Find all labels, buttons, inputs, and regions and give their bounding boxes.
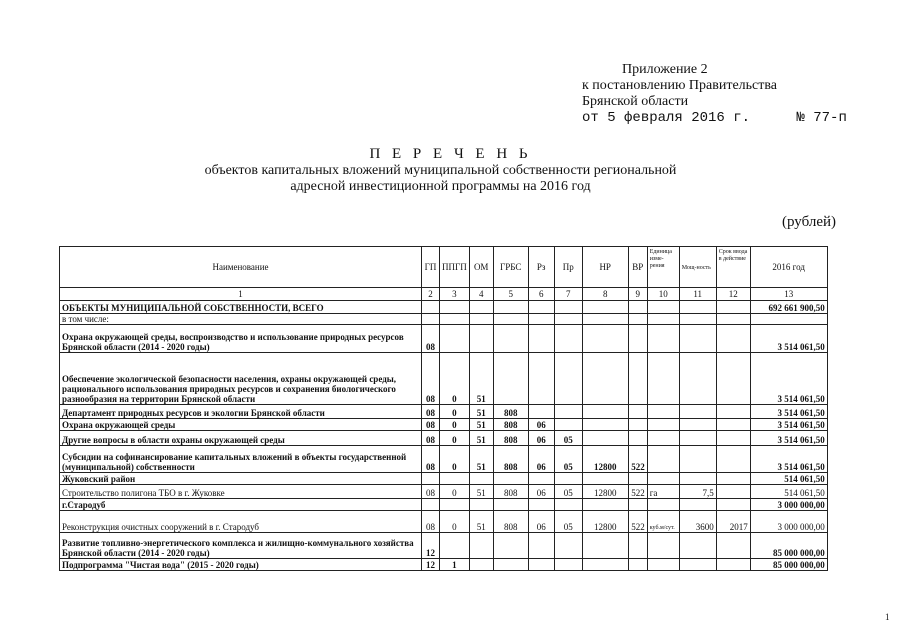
cell-name: Жуковский район [60,473,422,485]
cell-pr: 05 [554,431,582,446]
column-number: 10 [647,288,679,301]
cell-pr: 05 [554,511,582,533]
cell-capacity: 3600 [679,511,716,533]
cell-amount: 3 514 061,50 [750,405,827,419]
cell-capacity: 7,5 [679,485,716,499]
cell-gp: 08 [422,485,440,499]
cell-om: 51 [469,446,493,473]
cell-grbs [493,559,528,571]
cell-grbs: 808 [493,485,528,499]
cell-rz [528,473,554,485]
cell-amount: 692 661 900,50 [750,301,827,314]
cell-grbs [493,499,528,511]
cell-name: Субсидии на софинансирование капитальных вложений в объекты государственной (муниципальной) собственности [60,446,422,473]
table-row [60,431,828,446]
cell-rz: 06 [528,419,554,431]
cell-rz: 06 [528,511,554,533]
cell-rz: 06 [528,485,554,499]
cell-unit [647,353,679,405]
cell-amount: 514 061,50 [750,473,827,485]
cell-capacity [679,473,716,485]
date-prefix: от [582,110,599,126]
cell-unit [647,419,679,431]
cell-grbs: 808 [493,419,528,431]
cell-capacity [679,353,716,405]
cell-om: 51 [469,431,493,446]
cell-unit [647,301,679,314]
decree-date: 5 февраля 2016 г. [607,110,751,126]
cell-ppgp: 0 [440,511,470,533]
cell-term [716,446,750,473]
cell-pr [554,499,582,511]
cell-ppgp: 0 [440,446,470,473]
header-rz: Рз [528,247,554,288]
cell-unit [647,405,679,419]
cell-vr [628,405,647,419]
cell-grbs: 808 [493,431,528,446]
cell-pr [554,325,582,353]
header-grbs: ГРБС [493,247,528,288]
cell-grbs: 808 [493,511,528,533]
cell-term [716,533,750,559]
cell-om [469,499,493,511]
cell-capacity [679,405,716,419]
cell-amount: 85 000 000,00 [750,533,827,559]
column-number: 8 [582,288,628,301]
cell-om [469,301,493,314]
cell-vr [628,314,647,325]
cell-gp: 08 [422,353,440,405]
cell-om [469,559,493,571]
appendix-line-2: к постановлению Правительства [582,78,778,93]
header-om: ОМ [469,247,493,288]
column-number: 3 [440,288,470,301]
units-label: (рублей) [782,214,837,230]
cell-grbs [493,353,528,405]
cell-term [716,301,750,314]
appendix-date-line [582,110,847,126]
column-number: 12 [716,288,750,301]
appendix-line-1: Приложение 2 [622,62,708,77]
table-row [60,473,828,485]
cell-unit [647,314,679,325]
header-year: 2016 год [750,247,827,288]
column-number: 7 [554,288,582,301]
cell-amount: 3 514 061,50 [750,431,827,446]
column-numbers-row [60,288,828,301]
header-gp: ГП [422,247,440,288]
cell-om [469,473,493,485]
header-capacity: Мощ-ность [679,247,716,288]
cell-name: г.Стародуб [60,499,422,511]
cell-om: 51 [469,485,493,499]
table-row [60,325,828,353]
cell-gp: 08 [422,431,440,446]
header-name: Наименование [60,247,422,288]
cell-nr [582,301,628,314]
table-row [60,353,828,405]
cell-grbs: 808 [493,446,528,473]
column-number: 2 [422,288,440,301]
document-title: П Е Р Е Ч Е Н Ь [369,146,532,162]
cell-rz [528,405,554,419]
cell-name: Подпрограмма "Чистая вода" (2015 - 2020 годы) [60,559,422,571]
cell-amount: 3 000 000,00 [750,499,827,511]
cell-nr [582,353,628,405]
cell-vr: 522 [628,446,647,473]
cell-unit [647,325,679,353]
cell-vr: 522 [628,485,647,499]
cell-pr [554,301,582,314]
cell-capacity [679,419,716,431]
page-marker: 1 [885,612,890,622]
cell-grbs [493,325,528,353]
cell-pr [554,353,582,405]
cell-om [469,325,493,353]
cell-gp: 08 [422,405,440,419]
cell-pr [554,473,582,485]
cell-gp: 08 [422,325,440,353]
cell-term [716,405,750,419]
cell-grbs [493,533,528,559]
cell-rz: 06 [528,431,554,446]
cell-vr [628,353,647,405]
cell-unit [647,446,679,473]
cell-vr: 522 [628,511,647,533]
cell-term [716,314,750,325]
cell-term [716,559,750,571]
cell-nr [582,419,628,431]
cell-ppgp: 0 [440,431,470,446]
cell-name: Обеспечение экологической безопасности населения, охраны окружающей среды, рационального использования природных ресурсов и сохранения биологического разнообразия на территории Брянской области [60,353,422,405]
cell-term [716,431,750,446]
cell-ppgp [440,325,470,353]
cell-nr: 12800 [582,511,628,533]
cell-grbs [493,314,528,325]
investment-table [59,246,828,571]
cell-pr: 05 [554,485,582,499]
cell-name: Охрана окружающей среды, воспроизводство и использование природных ресурсов Брянской области (2014 - 2020 годы) [60,325,422,353]
cell-pr: 05 [554,446,582,473]
table-row [60,301,828,314]
cell-amount: 3 514 061,50 [750,353,827,405]
cell-ppgp: 1 [440,559,470,571]
cell-nr [582,405,628,419]
cell-unit: куб.м/сут. [647,511,679,533]
cell-nr [582,533,628,559]
header-unit: Единица изме-рения [647,247,679,288]
cell-amount: 514 061,50 [750,485,827,499]
cell-unit [647,533,679,559]
table-row [60,419,828,431]
document-subtitle-1: объектов капитальных вложений муниципальной собственности региональной [204,163,677,178]
table-row [60,446,828,473]
cell-term [716,353,750,405]
cell-gp [422,314,440,325]
table-row [60,314,828,325]
column-number: 11 [679,288,716,301]
appendix-line-3: Брянской области [582,94,689,109]
cell-nr [582,499,628,511]
cell-om [469,314,493,325]
header-nr: НР [582,247,628,288]
cell-unit: га [647,485,679,499]
cell-pr [554,419,582,431]
cell-vr [628,473,647,485]
cell-om: 51 [469,353,493,405]
cell-ppgp: 0 [440,405,470,419]
cell-om [469,533,493,559]
cell-rz [528,325,554,353]
cell-name: Строительство полигона ТБО в г. Жуковке [60,485,422,499]
header-term: Срок ввода в действие [716,247,750,288]
cell-gp: 12 [422,533,440,559]
cell-vr [628,419,647,431]
cell-grbs [493,473,528,485]
cell-ppgp [440,473,470,485]
cell-unit [647,431,679,446]
cell-gp [422,473,440,485]
table-row [60,405,828,419]
cell-capacity [679,533,716,559]
cell-term [716,419,750,431]
column-number: 1 [60,288,422,301]
column-number: 6 [528,288,554,301]
cell-rz: 06 [528,446,554,473]
cell-vr [628,301,647,314]
cell-pr [554,314,582,325]
cell-capacity [679,301,716,314]
cell-om: 51 [469,511,493,533]
cell-nr [582,559,628,571]
cell-gp [422,499,440,511]
cell-nr: 12800 [582,446,628,473]
cell-nr [582,431,628,446]
cell-amount: 3 514 061,50 [750,325,827,353]
cell-rz [528,499,554,511]
cell-gp: 08 [422,511,440,533]
cell-om: 51 [469,419,493,431]
cell-ppgp [440,314,470,325]
cell-name: Другие вопросы в области охраны окружающей среды [60,431,422,446]
cell-capacity [679,431,716,446]
document-subtitle-2: адресной инвестиционной программы на 2016 год [290,179,591,194]
table-row [60,533,828,559]
cell-rz [528,301,554,314]
cell-term [716,473,750,485]
table-row [60,559,828,571]
cell-unit [647,559,679,571]
cell-nr [582,325,628,353]
column-number: 4 [469,288,493,301]
cell-term [716,485,750,499]
cell-name: в том числе: [60,314,422,325]
cell-name: Охрана окружающей среды [60,419,422,431]
cell-om: 51 [469,405,493,419]
cell-unit [647,499,679,511]
cell-amount: 3 514 061,50 [750,446,827,473]
decree-number: № 77-п [796,110,847,126]
cell-pr [554,559,582,571]
cell-amount [750,314,827,325]
cell-capacity [679,446,716,473]
header-ppgp: ППГП [440,247,470,288]
cell-gp: 12 [422,559,440,571]
cell-vr [628,325,647,353]
header-vr: ВР [628,247,647,288]
cell-name: Департамент природных ресурсов и экологии Брянской области [60,405,422,419]
cell-amount: 85 000 000,00 [750,559,827,571]
cell-ppgp [440,533,470,559]
cell-term [716,499,750,511]
cell-capacity [679,499,716,511]
cell-capacity [679,325,716,353]
cell-nr [582,314,628,325]
cell-grbs: 808 [493,405,528,419]
cell-nr: 12800 [582,485,628,499]
cell-gp: 08 [422,446,440,473]
cell-unit [647,473,679,485]
cell-capacity [679,314,716,325]
header-row [60,247,828,288]
cell-ppgp [440,301,470,314]
cell-name: Реконструкция очистных сооружений в г. Стародуб [60,511,422,533]
table-row [60,485,828,499]
table-row [60,511,828,533]
cell-name: ОБЪЕКТЫ МУНИЦИПАЛЬНОЙ СОБСТВЕННОСТИ, ВСЕГО [60,301,422,314]
table-body [60,288,828,571]
table-row [60,499,828,511]
cell-vr [628,533,647,559]
column-number: 9 [628,288,647,301]
cell-gp [422,301,440,314]
cell-amount: 3 514 061,50 [750,419,827,431]
column-number: 13 [750,288,827,301]
column-number: 5 [493,288,528,301]
cell-capacity [679,559,716,571]
cell-ppgp: 0 [440,353,470,405]
cell-amount: 3 000 000,00 [750,511,827,533]
appendix-header [582,62,847,126]
cell-term [716,325,750,353]
cell-ppgp: 0 [440,419,470,431]
header-pr: Пр [554,247,582,288]
cell-rz [528,559,554,571]
cell-rz [528,353,554,405]
cell-pr [554,533,582,559]
cell-ppgp: 0 [440,485,470,499]
cell-rz [528,533,554,559]
cell-grbs [493,301,528,314]
cell-name: Развитие топливно-энергетического комплекса и жилищно-коммунального хозяйства Брянской области (2014 - 2020 годы) [60,533,422,559]
cell-gp: 08 [422,419,440,431]
cell-pr [554,405,582,419]
cell-vr [628,559,647,571]
cell-rz [528,314,554,325]
cell-vr [628,499,647,511]
cell-ppgp [440,499,470,511]
cell-nr [582,473,628,485]
cell-term: 2017 [716,511,750,533]
cell-vr [628,431,647,446]
